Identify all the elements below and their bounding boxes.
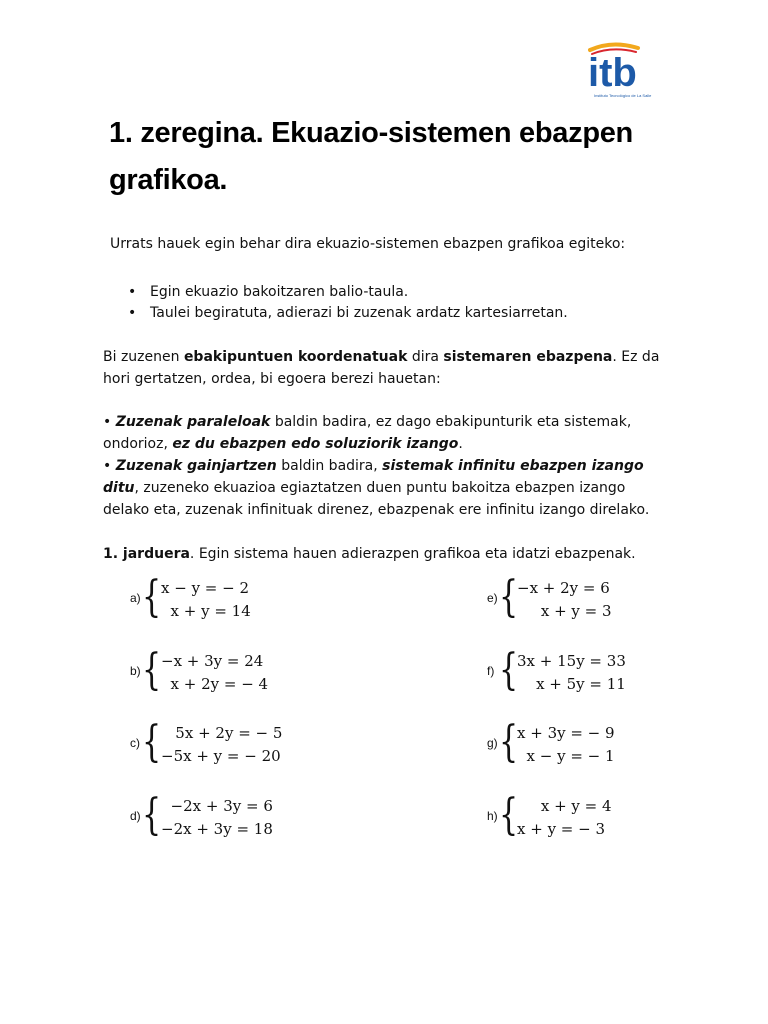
brace-icon: { xyxy=(499,645,519,695)
brace-icon: { xyxy=(499,790,519,840)
system-label: b) xyxy=(130,664,141,678)
equation-system-d xyxy=(130,790,330,841)
equation-line: 5x + 2y = − 5 xyxy=(161,724,283,742)
system-label: h) xyxy=(487,809,498,823)
brace-icon: { xyxy=(142,717,162,767)
system-label: d) xyxy=(130,809,141,823)
equation-line: −x + 2y = 6 xyxy=(517,579,610,597)
logo-text: itb xyxy=(588,51,637,95)
equation-system-c xyxy=(130,717,330,768)
equation-line: −2x + 3y = 6 xyxy=(161,797,273,815)
brace-icon: { xyxy=(142,645,162,695)
bullet-glyph: • xyxy=(103,458,116,474)
text-span: dira xyxy=(407,349,444,365)
system-label: f) xyxy=(487,664,495,678)
text-span: Bi zuzenen xyxy=(103,349,184,365)
text-span: baldin badira, ez dago ebakipunturik eta sistemak, ondorioz, xyxy=(103,414,632,452)
equation-line: x + 5y = 11 xyxy=(517,675,626,693)
intro-text: Urrats hauek egin behar dira ekuazio-sistemen ebazpen grafikoa egiteko: xyxy=(110,236,626,252)
text-span: , zuzeneko ekuazioa egiaztatzen duen puntu bakoitza ebazpen izango delako eta, zuzenak infinituak direnez, ebazpenak ere infinitu izango direlako. xyxy=(103,480,650,518)
equation-line: 3x + 15y = 33 xyxy=(517,652,626,670)
system-label: a) xyxy=(130,591,141,605)
equation-line: −x + 3y = 24 xyxy=(161,652,264,670)
bold-italic-text: ez du ebazpen edo soluziorik izango xyxy=(172,436,459,452)
bold-italic-text: sistemak infinitu ebazpen izango ditu xyxy=(103,458,644,496)
text-span: . xyxy=(458,436,463,452)
equation-system-a xyxy=(130,572,330,623)
bold-text: sistemaren ebazpena xyxy=(443,349,613,365)
steps-list xyxy=(128,282,568,324)
text-span: . Egin sistema hauen adierazpen grafikoa eta idatzi ebazpenak. xyxy=(189,546,636,562)
equation-line: −5x + y = − 20 xyxy=(161,747,281,765)
paragraph-special-cases xyxy=(103,411,673,521)
equation-line: x + y = − 3 xyxy=(517,820,606,838)
bold-text: 1. jarduera xyxy=(103,546,190,562)
brace-icon: { xyxy=(142,790,162,840)
activity-heading xyxy=(103,543,673,565)
text-span: baldin badira, xyxy=(276,458,383,474)
list-item: • Taulei begiratuta, adierazi bi zuzenak ardatz kartesiarretan. xyxy=(128,303,568,324)
page-title: 1. zeregina. Ekuazio-sistemen ebazpen grafikoa. xyxy=(109,117,633,196)
paragraph-solution xyxy=(103,346,673,390)
text-span: . Ez da hori gertatzen, ordea, bi egoera berezi hauetan: xyxy=(103,349,660,387)
bullet-glyph: • xyxy=(103,414,116,430)
equation-system-f xyxy=(487,645,687,696)
brace-icon: { xyxy=(499,572,519,622)
itb-logo-graphic xyxy=(582,42,662,102)
equation-line: x + y = 4 xyxy=(517,797,612,815)
equation-line: x + y = 14 xyxy=(161,602,251,620)
bold-italic-text: Zuzenak paraleloak xyxy=(115,414,271,430)
equation-line: x − y = − 1 xyxy=(517,747,615,765)
system-label: g) xyxy=(487,736,498,750)
equation-system-e xyxy=(487,572,687,623)
brace-icon: { xyxy=(142,572,162,622)
list-item: • Egin ekuazio bakoitzaren balio-taula. xyxy=(128,282,568,303)
equation-system-g xyxy=(487,717,687,768)
equation-line: x − y = − 2 xyxy=(161,579,250,597)
equation-system-h xyxy=(487,790,687,841)
bold-italic-text: Zuzenak gainjartzen xyxy=(115,458,277,474)
bold-text: ebakipuntuen koordenatuak xyxy=(183,349,408,365)
system-label: e) xyxy=(487,591,498,605)
logo-subtitle: Instituto Tecnológico de La Salle xyxy=(594,93,652,98)
brace-icon: { xyxy=(499,717,519,767)
itb-logo xyxy=(582,42,662,102)
equation-system-b xyxy=(130,645,330,696)
equation-line: −2x + 3y = 18 xyxy=(161,820,273,838)
system-label: c) xyxy=(130,736,140,750)
equation-line: x + 3y = − 9 xyxy=(517,724,615,742)
equation-line: x + 2y = − 4 xyxy=(161,675,269,693)
equation-line: x + y = 3 xyxy=(517,602,612,620)
